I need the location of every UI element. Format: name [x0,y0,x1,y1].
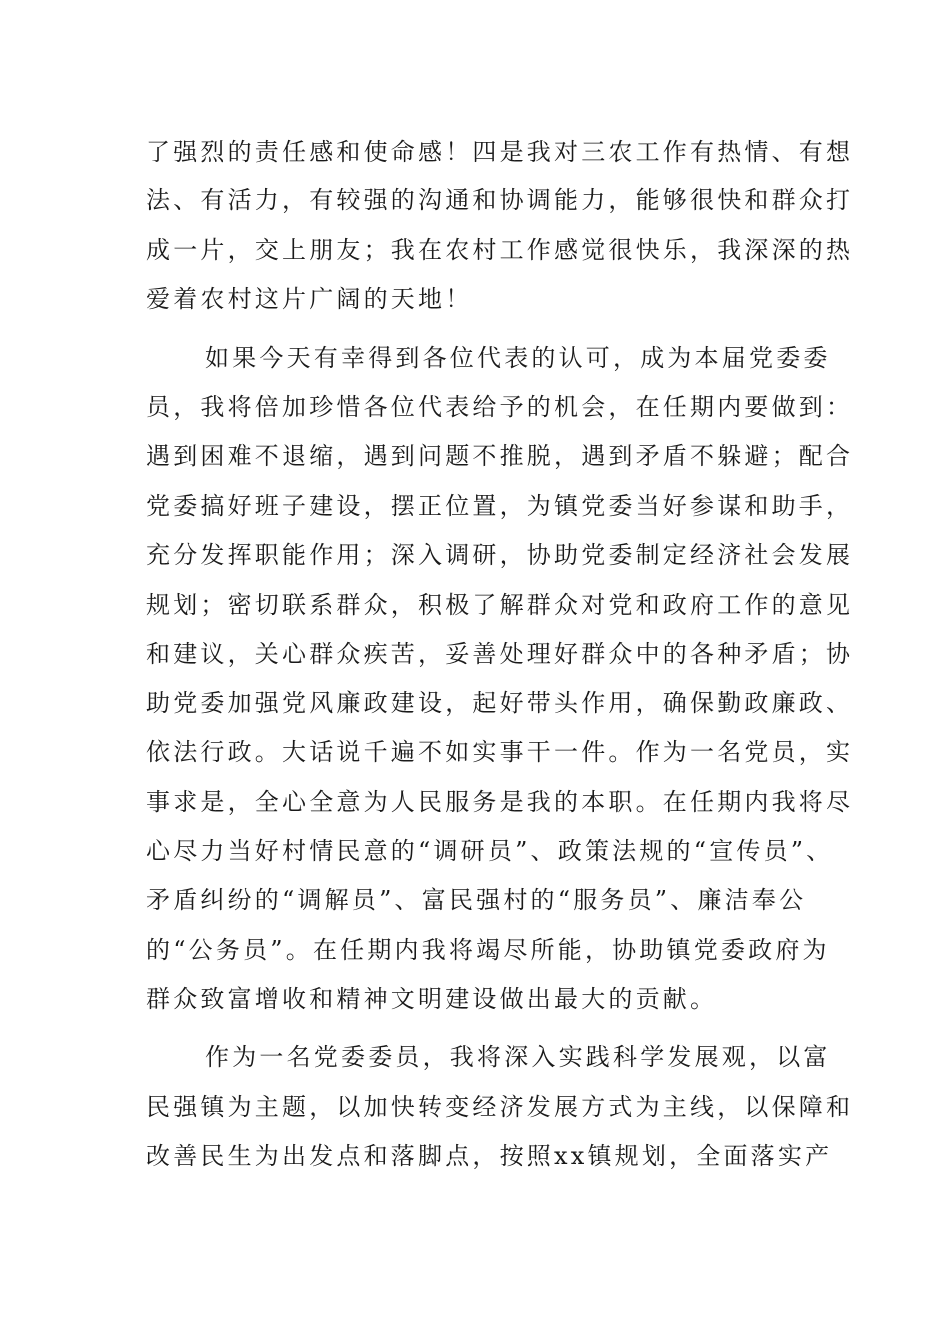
paragraph-1-line-4: 爱着农村这片广阔的天地！ [146,285,473,313]
paragraph-2-line-2: 员，我将倍加珍惜各位代表给予的机会，在任期内要做到： [146,393,854,421]
paragraph-1-line-3: 成一片，交上朋友；我在农村工作感觉很快乐，我深深的热 [146,236,854,264]
paragraph-2-line-5: 充分发挥职能作用；深入调研，协助党委制定经济社会发展 [146,541,854,569]
paragraph-2-line-4: 党委搞好班子建设，摆正位置，为镇党委当好参谋和助手， [146,492,854,520]
paragraph-2-line-13: 的“公务员”。在任期内我将竭尽所能，协助镇党委政府为 [146,936,830,964]
paragraph-2-line-6: 规划；密切联系群众，积极了解群众对党和政府工作的意见 [146,591,854,619]
paragraph-2-line-12: 矛盾纠纷的“调解员”、富民强村的“服务员”、廉洁奉公 [146,886,807,914]
paragraph-1-line-2: 法、有活力，有较强的沟通和协调能力，能够很快和群众打 [146,186,854,214]
paragraph-2-line-7: 和建议，关心群众疾苦，妥善处理好群众中的各种矛盾；协 [146,640,854,668]
paragraph-2-line-9: 依法行政。大话说千遍不如实事干一件。作为一名党员，实 [146,738,854,766]
paragraph-1-line-1: 了强烈的责任感和使命感！四是我对三农工作有热情、有想 [146,138,854,166]
paragraph-3-line-2: 民强镇为主题，以加快转变经济发展方式为主线，以保障和 [146,1093,854,1121]
paragraph-3-line-3: 改善民生为出发点和落脚点，按照xx镇规划，全面落实产 [146,1142,833,1170]
paragraph-2-line-3: 遇到困难不退缩，遇到问题不推脱，遇到矛盾不躲避；配合 [146,442,854,470]
paragraph-3-line-1: 作为一名党委委员，我将深入实践科学发展观，以富 [205,1043,831,1071]
paragraph-2-line-8: 助党委加强党风廉政建设，起好带头作用，确保勤政廉政、 [146,689,854,717]
paragraph-2-line-14: 群众致富增收和精神文明建设做出最大的贡献。 [146,985,718,1013]
paragraph-2-line-10: 事求是，全心全意为人民服务是我的本职。在任期内我将尽 [146,788,854,816]
paragraph-2-line-11: 心尽力当好村情民意的“调研员”、政策法规的“宣传员”、 [146,837,834,865]
paragraph-2-line-1: 如果今天有幸得到各位代表的认可，成为本届党委委 [205,344,831,372]
